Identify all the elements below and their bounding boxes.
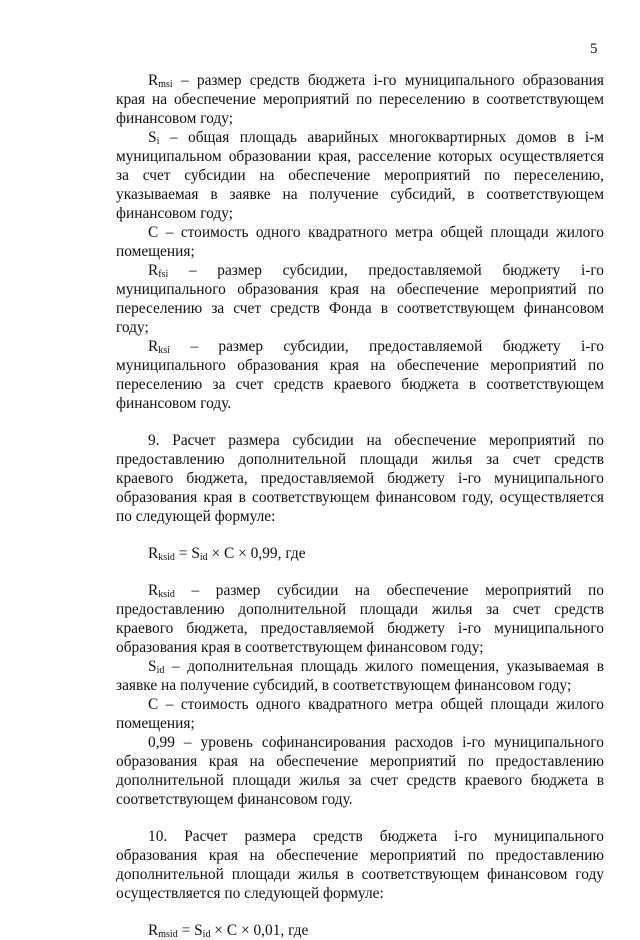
definition-si: $S_i$ – общая площадь аварийных многоквартирных домов в i-м муниципальном образовании края, расселение которых осуществляется за счет субсидии на обеспечение мероприятий по переселению, указываемая в заявке на получение субсидий, в соответствующем финансовом году; [116, 129, 604, 222]
page-number: 5 [590, 41, 598, 57]
definition-rksi: $R_{ksi}$ – размер субсидии, предоставляемой бюджету i-го муниципального образования края на обеспечение мероприятий по переселению за счет средств краевого бюджета в соответствующем финансовом году. [116, 338, 604, 412]
formula-rmsid: $R_{msid} = S_{id} \times С \times 0,01$, где [148, 922, 309, 940]
formula-rksid: $R_{ksid} = S_{id} \times С \times 0,99$, где [148, 545, 306, 563]
paragraph-9: 9. Расчет размера субсидии на обеспечение мероприятий по предоставлению дополнительной площади жилья за счет средств краевого бюджета, предоставляемой бюджету i-го муниципального образования края в соответствующем финансовом году, осуществляется по следующей формуле: [116, 432, 604, 525]
definition-099: 0,99 – уровень софинансирования расходов i-го муниципального образования края на обеспечение мероприятий по предоставлению дополнительной площади жилья за счет средств краевого бюджета в соответствующем финансовом году. [116, 734, 604, 808]
document-body [116, 71, 604, 940]
definition-c-2: С – стоимость одного квадратного метра общей площади жилого помещения; [116, 696, 604, 732]
definition-rfsi: $R_{fsi}$ – размер субсидии, предоставляемой бюджету i-го муниципального образования края на обеспечение мероприятий по переселению за счет средств Фонда в соответствующем финансовом году; [116, 262, 604, 336]
definition-c: С – стоимость одного квадратного метра общей площади жилого помещения; [116, 224, 604, 260]
definition-rksid: $R_{ksid}$ – размер субсидии на обеспечение мероприятий по предоставлению дополнительной площади жилья за счет средств краевого бюджета, предоставляемой бюджету i-го муниципального образования края в соответствующем финансовом году; [116, 582, 604, 656]
definition-sid: $S_{id}$ – дополнительная площадь жилого помещения, указываемая в заявке на получение субсидий, в соответствующем финансовом году; [116, 658, 604, 694]
definition-rmsi: $R_{msi}$ – размер средств бюджета i-го муниципального образования края на обеспечение мероприятий по переселению в соответствующем финансовом году; [116, 72, 604, 127]
paragraph-10: 10. Расчет размера средств бюджета i-го муниципального образования края на обеспечение мероприятий по предоставлению дополнительной площади жилья в соответствующем финансовом году осуществляется по следующей формуле: [116, 828, 604, 902]
